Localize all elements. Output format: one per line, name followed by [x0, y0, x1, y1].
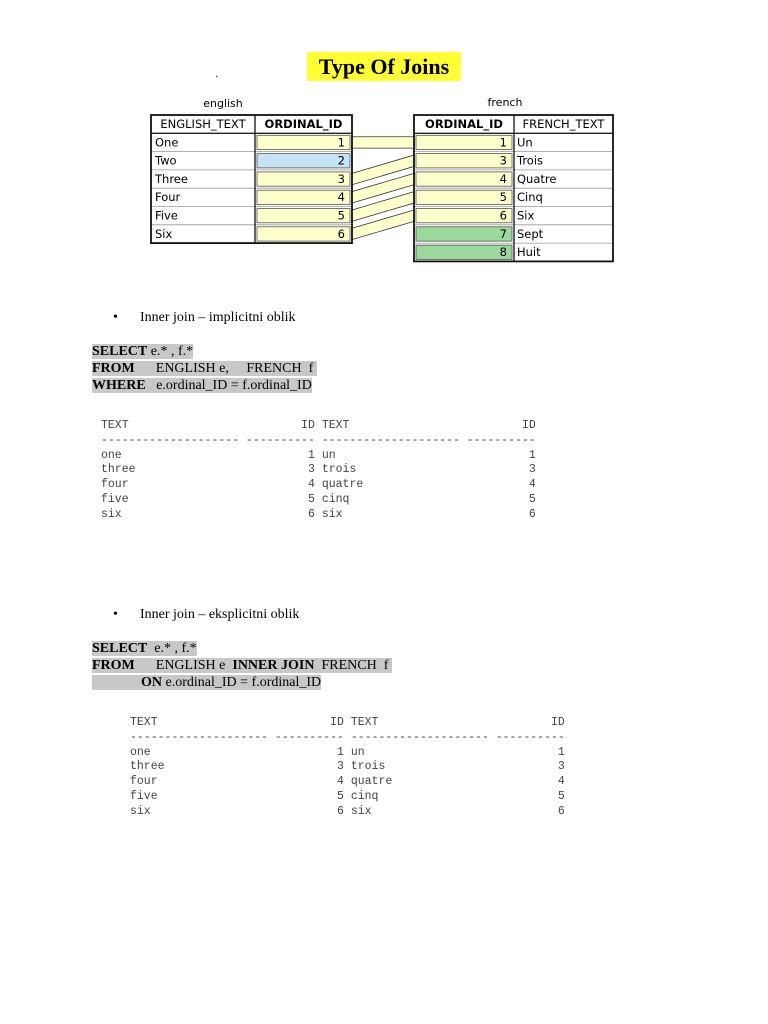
- table-cell-text: One: [155, 135, 179, 150]
- match-link: [352, 137, 414, 148]
- table-cell-id: 1: [499, 135, 507, 150]
- table-cell-id: 3: [337, 171, 345, 186]
- query-result-explicit: TEXT ID TEXT ID -------------------- ---------- -------------------- ---------- one 1 un 1 three 3 trois 3 four 4 quatre 4 five 5 cinq 5 six 6 six 6: [130, 716, 565, 818]
- sql-line-select: SELECT e.* , f.*: [92, 344, 194, 359]
- table-cell-id: 3: [499, 153, 507, 168]
- id-cell-fill: [257, 154, 350, 168]
- table-cell-text: Two: [155, 153, 177, 168]
- bullet-implicit: [113, 310, 296, 326]
- bullet-icon: •: [113, 310, 118, 325]
- table-cell-text: Cinq: [517, 190, 543, 205]
- id-cell-fill: [257, 190, 350, 204]
- table-header-cell: FRENCH_TEXT: [522, 117, 605, 131]
- bullet-icon: •: [113, 607, 118, 622]
- sql-line-from: FROM ENGLISH e INNER JOIN FRENCH f: [92, 658, 392, 673]
- table-cell-text: Six: [517, 208, 535, 223]
- id-cell-fill: [416, 172, 512, 186]
- sql-line-select: SELECT e.* , f.*: [92, 641, 197, 656]
- sql-query-explicit: [92, 640, 392, 691]
- id-cell-fill: [416, 245, 512, 259]
- table-cell-text: Sept: [517, 226, 544, 241]
- table-cell-text: Five: [155, 208, 178, 223]
- table-cell-id: 4: [499, 171, 507, 186]
- table-cell-id: 8: [499, 245, 507, 260]
- french-table: [414, 115, 613, 261]
- sql-query-implicit: [92, 343, 317, 394]
- bullet-explicit: [113, 607, 299, 623]
- table-header-cell: ENGLISH_TEXT: [160, 117, 246, 131]
- table-cell-id: 2: [337, 153, 345, 168]
- english-table-caption: english: [203, 97, 243, 110]
- stray-mark: ·: [215, 72, 219, 83]
- sql-line-on: ON e.ordinal_ID = f.ordinal_ID: [92, 675, 321, 690]
- table-cell-id: 4: [337, 190, 345, 205]
- id-cell-fill: [416, 154, 512, 168]
- table-cell-id: 5: [499, 190, 507, 205]
- table-cell-text: Quatre: [517, 171, 557, 186]
- id-cell-fill: [257, 135, 350, 149]
- id-cell-fill: [416, 209, 512, 223]
- table-cell-id: 5: [337, 208, 345, 223]
- id-cell-fill: [416, 135, 512, 149]
- table-cell-text: Four: [155, 190, 181, 205]
- table-cell-id: 6: [337, 226, 345, 241]
- page-title: Type Of Joins: [307, 52, 461, 81]
- join-diagram: [0, 0, 768, 280]
- id-cell-fill: [257, 227, 350, 241]
- bullet-implicit-label: Inner join – implicitni oblik: [140, 310, 296, 325]
- table-cell-id: 7: [499, 226, 507, 241]
- query-result-implicit: TEXT ID TEXT ID -------------------- ---------- -------------------- ---------- one 1 un 1 three 3 trois 3 four 4 quatre 4 five 5 cinq 5 six 6 six 6: [101, 419, 536, 521]
- table-header-cell: ORDINAL_ID: [264, 117, 343, 131]
- table-cell-text: Huit: [517, 245, 541, 260]
- table-cell-text: Three: [155, 171, 188, 186]
- table-header-cell: ORDINAL_ID: [425, 117, 503, 131]
- id-cell-fill: [257, 209, 350, 223]
- bullet-explicit-label: Inner join – eksplicitni oblik: [140, 607, 300, 622]
- english-table: [151, 115, 352, 243]
- french-table-caption: french: [487, 96, 523, 109]
- table-cell-id: 6: [499, 208, 507, 223]
- match-links: [352, 137, 414, 240]
- table-cell-text: Un: [517, 135, 533, 150]
- id-cell-fill: [416, 227, 512, 241]
- sql-line-from: FROM ENGLISH e, FRENCH f: [92, 361, 317, 376]
- table-cell-id: 1: [337, 135, 345, 150]
- table-cell-text: Six: [155, 226, 173, 241]
- table-cell-text: Trois: [517, 153, 544, 168]
- id-cell-fill: [257, 172, 350, 186]
- sql-line-where: WHERE e.ordinal_ID = f.ordinal_ID: [92, 378, 312, 393]
- id-cell-fill: [416, 190, 512, 204]
